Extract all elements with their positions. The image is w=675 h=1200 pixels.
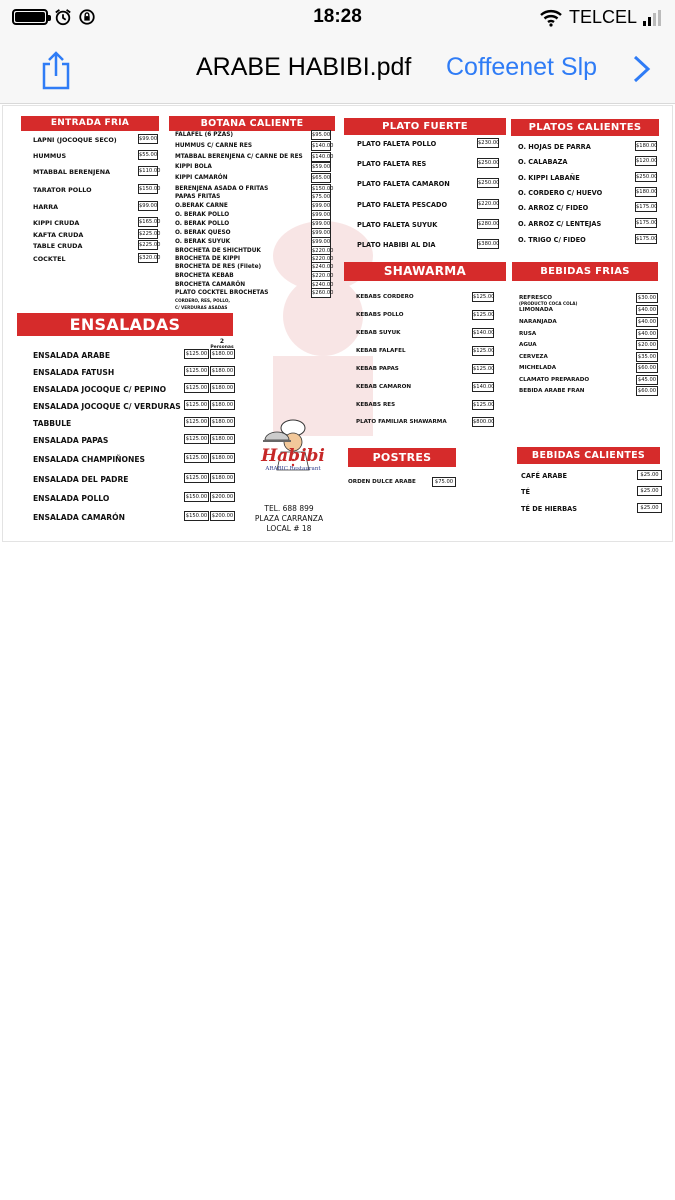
menu-item-label: KIPPI BOLA [175,164,212,170]
menu-item-price: $125.00 [473,312,495,318]
menu-item-label: KEBABS POLLO [356,312,404,318]
contact-plaza: PLAZA CARRANZA [254,514,324,523]
menu-item-price: $65.00 [312,175,331,181]
menu-item-label: COCKTEL [33,255,66,263]
menu-item-label: PLATO FALETA PESCADO [357,201,448,209]
menu-item-label: O. BERAK QUESO [175,230,231,236]
pdf-viewer[interactable] [0,105,675,1200]
menu-item-price: $175.00 [636,236,658,242]
menu-item-price: $20.00 [637,342,657,348]
menu-item-label: PLATO HABIBI AL DIA [357,241,436,249]
menu-item-label: KEBABS CORDERO [356,294,414,300]
menu-item-price: $59.00 [312,164,331,170]
portion-label: Personas [210,345,234,350]
menu-item-label: ENSALADA PAPAS [33,436,109,445]
menu-item-price-large: $180.00 [211,455,234,461]
menu-item-price: $95.00 [312,132,331,138]
menu-item-label: MTABBAL BERENJENA [33,168,111,176]
section-header-entrada-fria: ENTRADA FRIA [21,116,159,131]
menu-item-label: AGUA [519,342,537,348]
menu-item-price: $25.00 [637,470,662,480]
menu-item-label: (PRODUCTO COCA COLA) [519,301,578,306]
menu-item-label: REFRESCO [519,295,552,301]
menu-item-label: CERVEZA [519,354,548,360]
menu-item-label: ENSALADA FATUSH [33,368,115,377]
menu-item-label: ORDEN DULCE ARABE [348,479,416,485]
section-header-bebidas-frias: BEBIDAS FRIAS [512,262,658,281]
menu-item-label: O. ARROZ C/ FIDEO [518,204,589,212]
menu-item-price: $40.00 [637,331,657,337]
section-header-platos-calientes: PLATOS CALIENTES [511,119,659,136]
menu-item-price: $240.00 [312,282,334,288]
menu-item-label: ENSALADA JOCOQUE C/ PEPINO [33,385,167,394]
menu-item-label: BROCHETA CAMARÓN [175,282,246,288]
contact-local: LOCAL # 18 [266,524,312,533]
menu-item-price: $125.00 [473,402,495,408]
menu-item-price: $75.00 [432,477,456,487]
menu-item-label: TÉ DE HIERBAS [521,505,578,513]
menu-item-price: $99.00 [312,230,331,236]
menu-item-label: NARANJADA [519,319,557,325]
menu-item-label: KEBAB CAMARON [356,384,412,390]
menu-item-price: $180.00 [636,189,658,195]
menu-item-label: O. TRIGO C/ FIDEO [518,236,586,244]
status-time: 18:28 [313,6,362,27]
menu-item-label: ENSALADA ARABE [33,351,111,360]
section-header-postres: POSTRES [348,448,456,467]
logo-text: Habibi [261,446,325,466]
menu-item-price-large: $180.00 [211,368,234,374]
menu-item-price-large: $200.00 [211,494,234,500]
menu-item-price: $125.00 [473,348,495,354]
menu-item-label: TABLE CRUDA [33,242,83,250]
wifi-icon [539,9,563,27]
menu-item-price: $260.00 [312,290,334,296]
menu-item-price: $150.00 [139,186,161,192]
menu-item-label: KIPPI CAMARÓN [175,175,228,181]
menu-item-price: $110.00 [139,168,161,174]
menu-item-price: $220.00 [478,201,500,207]
menu-item-label: O. KIPPI LABAÑE [518,174,580,182]
signal-icon [643,10,661,26]
menu-item-label: ENSALADA POLLO [33,494,110,503]
portion-count: 2 [219,338,225,345]
logo-subtitle: ARABIC Restaurant [265,466,321,472]
menu-item-price: $25.00 [637,503,662,513]
menu-item-label: MTABBAL BERENJENA C/ CARNE DE RES [175,154,303,160]
menu-item-price: $175.00 [636,204,658,210]
menu-item-price: $125.00 [185,385,208,391]
menu-item-label: KEBAB FALAFEL [356,348,406,354]
menu-item-price: $40.00 [637,319,657,325]
section-header-plato-fuerte: PLATO FUERTE [344,118,506,135]
menu-item-label: ENSALADA CHAMPIÑONES [33,455,146,464]
menu-item-label: TABBULE [33,419,72,428]
menu-item-label: KAFTA CRUDA [33,231,84,239]
menu-item-price-large: $180.00 [211,436,234,442]
menu-item-price: $250.00 [478,180,500,186]
menu-item-label: KEBAB SUYUK [356,330,401,336]
menu-item-price: $220.00 [312,256,334,262]
section-header-botana-caliente: BOTANA CALIENTE [169,116,335,131]
menu-item-price-large: $180.00 [211,351,234,357]
menu-item-price: $125.00 [185,455,208,461]
menu-item-price: $99.00 [139,203,158,209]
menu-item-price: $140.00 [473,330,495,336]
back-to-app-link[interactable]: Coffeenet Slp [446,53,598,81]
menu-item-price: $225.00 [139,231,161,237]
menu-item-price: $175.00 [636,220,658,226]
menu-item-price: $250.00 [636,174,658,180]
menu-item-label: KEBABS RES [356,402,396,408]
menu-item-label: PLATO FALETA RES [357,160,427,168]
menu-item-price-large: $180.00 [211,419,234,425]
menu-item-price: $240.00 [312,264,334,270]
section-header-ensaladas: ENSALADAS [17,313,233,336]
menu-item-price: $125.00 [185,436,208,442]
menu-item-price: $165.00 [139,219,161,225]
menu-item-price: $99.00 [312,212,331,218]
menu-item-price: $45.00 [637,377,657,383]
contact-tel: TEL. 688 899 [264,504,314,513]
menu-item-label: KIPPI CRUDA [33,219,80,227]
menu-item-label: LAPNI (JOCOQUE SECO) [33,136,117,144]
menu-item-label: C/ VERDURAS ASADAS [175,305,228,310]
document-title: ARABE HABIBI.pdf [196,53,412,81]
status-right [539,7,661,28]
menu-item-price: $99.00 [312,221,331,227]
menu-item-label: O. CORDERO C/ HUEVO [518,189,603,197]
menu-item-label: RUSA [519,331,537,337]
menu-item-price: $75.00 [312,194,331,200]
menu-item-label: BROCHETA DE SHICHTDUK [175,248,261,254]
menu-item-price: $125.00 [473,366,495,372]
menu-item-price-large: $180.00 [211,385,234,391]
menu-item-label: PAPAS FRITAS [175,194,221,200]
menu-item-price: $140.00 [312,143,334,149]
menu-item-price: $99.00 [312,203,331,209]
menu-item-price: $35.00 [637,354,657,360]
menu-item-price: $125.00 [185,368,208,374]
menu-item-price: $25.00 [637,486,662,496]
menu-item-label: PLATO FAMILIAR SHAWARMA [356,419,447,425]
section-header-bebidas-calientes: BEBIDAS CALIENTES [517,447,660,464]
menu-item-price: $320.00 [139,255,161,261]
menu-item-price: $60.00 [637,388,657,394]
menu-item-price: $99.00 [139,136,158,142]
menu-item-price: $225.00 [139,242,161,248]
menu-item-label: CAFÉ ARABE [521,472,568,480]
menu-item-label: ENSALADA DEL PADRE [33,475,129,484]
nav-bar [0,34,675,104]
menu-item-price: $280.00 [478,221,500,227]
menu-item-price: $125.00 [185,475,208,481]
menu-item-price: $220.00 [312,248,334,254]
menu-item-label: PLATO FALETA SUYUK [357,221,438,229]
menu-item-label: TARATOR POLLO [33,186,92,194]
menu-item-price-large: $180.00 [211,475,234,481]
menu-item-price: $99.00 [312,239,331,245]
menu-item-label: FALAFEL (6 PZAS) [175,132,234,138]
chevron-right-icon[interactable] [628,54,654,84]
menu-item-price: $180.00 [636,143,658,149]
menu-item-label: MICHELADA [519,365,557,371]
menu-item-label: PLATO FALETA POLLO [357,140,437,148]
menu-item-label: TÉ [521,488,531,496]
menu-item-label: KEBAB PAPAS [356,366,399,372]
menu-item-label: LIMONADA [519,307,553,313]
menu-item-price: $150.00 [312,186,334,192]
menu-item-price: $140.00 [473,384,495,390]
menu-item-label: HARRA [33,203,59,211]
menu-item-price: $250.00 [478,160,500,166]
menu-item-price: $150.00 [185,513,208,519]
menu-item-price: $125.00 [473,294,495,300]
menu-item-label: HUMMUS [33,152,67,160]
menu-item-label: O. BERAK SUYUK [175,239,231,245]
menu-item-label: O. BERAK POLLO [175,212,230,218]
carrier-name: TELCEL [568,7,637,27]
menu-item-label: PLATO COCKTEL BROCHETAS [175,290,269,296]
menu-item-label: CLAMATO PREPARADO [519,377,590,383]
menu-item-label: BROCHETA DE KIPPI [175,256,240,262]
pdf-page [2,105,673,542]
menu-item-label: O. HOJAS DE PARRA [518,143,591,151]
menu-item-price: $125.00 [185,419,208,425]
menu-item-label: HUMMUS C/ CARNE RES [175,143,253,149]
menu-item-price: $55.00 [139,152,158,158]
menu-item-price: $40.00 [637,307,657,313]
menu-item-label: PLATO FALETA CAMARON [357,180,450,188]
menu-item-label: O. ARROZ C/ LENTEJAS [518,220,602,228]
menu-item-price: $60.00 [637,365,657,371]
menu-item-price: $125.00 [185,402,208,408]
section-header-shawarma: SHAWARMA [344,262,506,281]
menu-item-price: $230.00 [478,140,500,146]
menu-item-price: $120.00 [636,158,658,164]
status-bar [0,0,675,34]
menu-item-label: O. BERAK POLLO [175,221,230,227]
menu-item-price: $140.00 [312,154,334,160]
menu-item-label: O. CALABAZA [518,158,568,166]
menu-item-price-large: $180.00 [211,402,234,408]
menu-item-label: BROCHETA DE RES (Filete) [175,264,262,270]
menu-item-price: $150.00 [185,494,208,500]
menu-item-label: BEBIDA ARABE FRAN [519,388,585,394]
menu-item-price-large: $200.00 [211,513,234,519]
menu-item-price: $125.00 [185,351,208,357]
menu-item-price: $380.00 [478,241,500,247]
menu-item-label: CORDERO, RES, POLLO, [175,298,230,303]
menu-item-label: BERENJENA ASADA O FRITAS [175,186,269,192]
menu-item-label: ENSALADA CAMARÓN [33,513,125,522]
menu-item-label: ENSALADA JOCOQUE C/ VERDURAS [33,402,181,411]
menu-item-price: $30.00 [637,295,657,301]
menu-item-price: $220.00 [312,273,334,279]
menu-item-label: O.BERAK CARNE [175,203,228,209]
menu-item-price: $800.00 [473,419,495,425]
share-icon[interactable] [38,50,74,90]
menu-item-label: BROCHETA KEBAB [175,273,234,279]
